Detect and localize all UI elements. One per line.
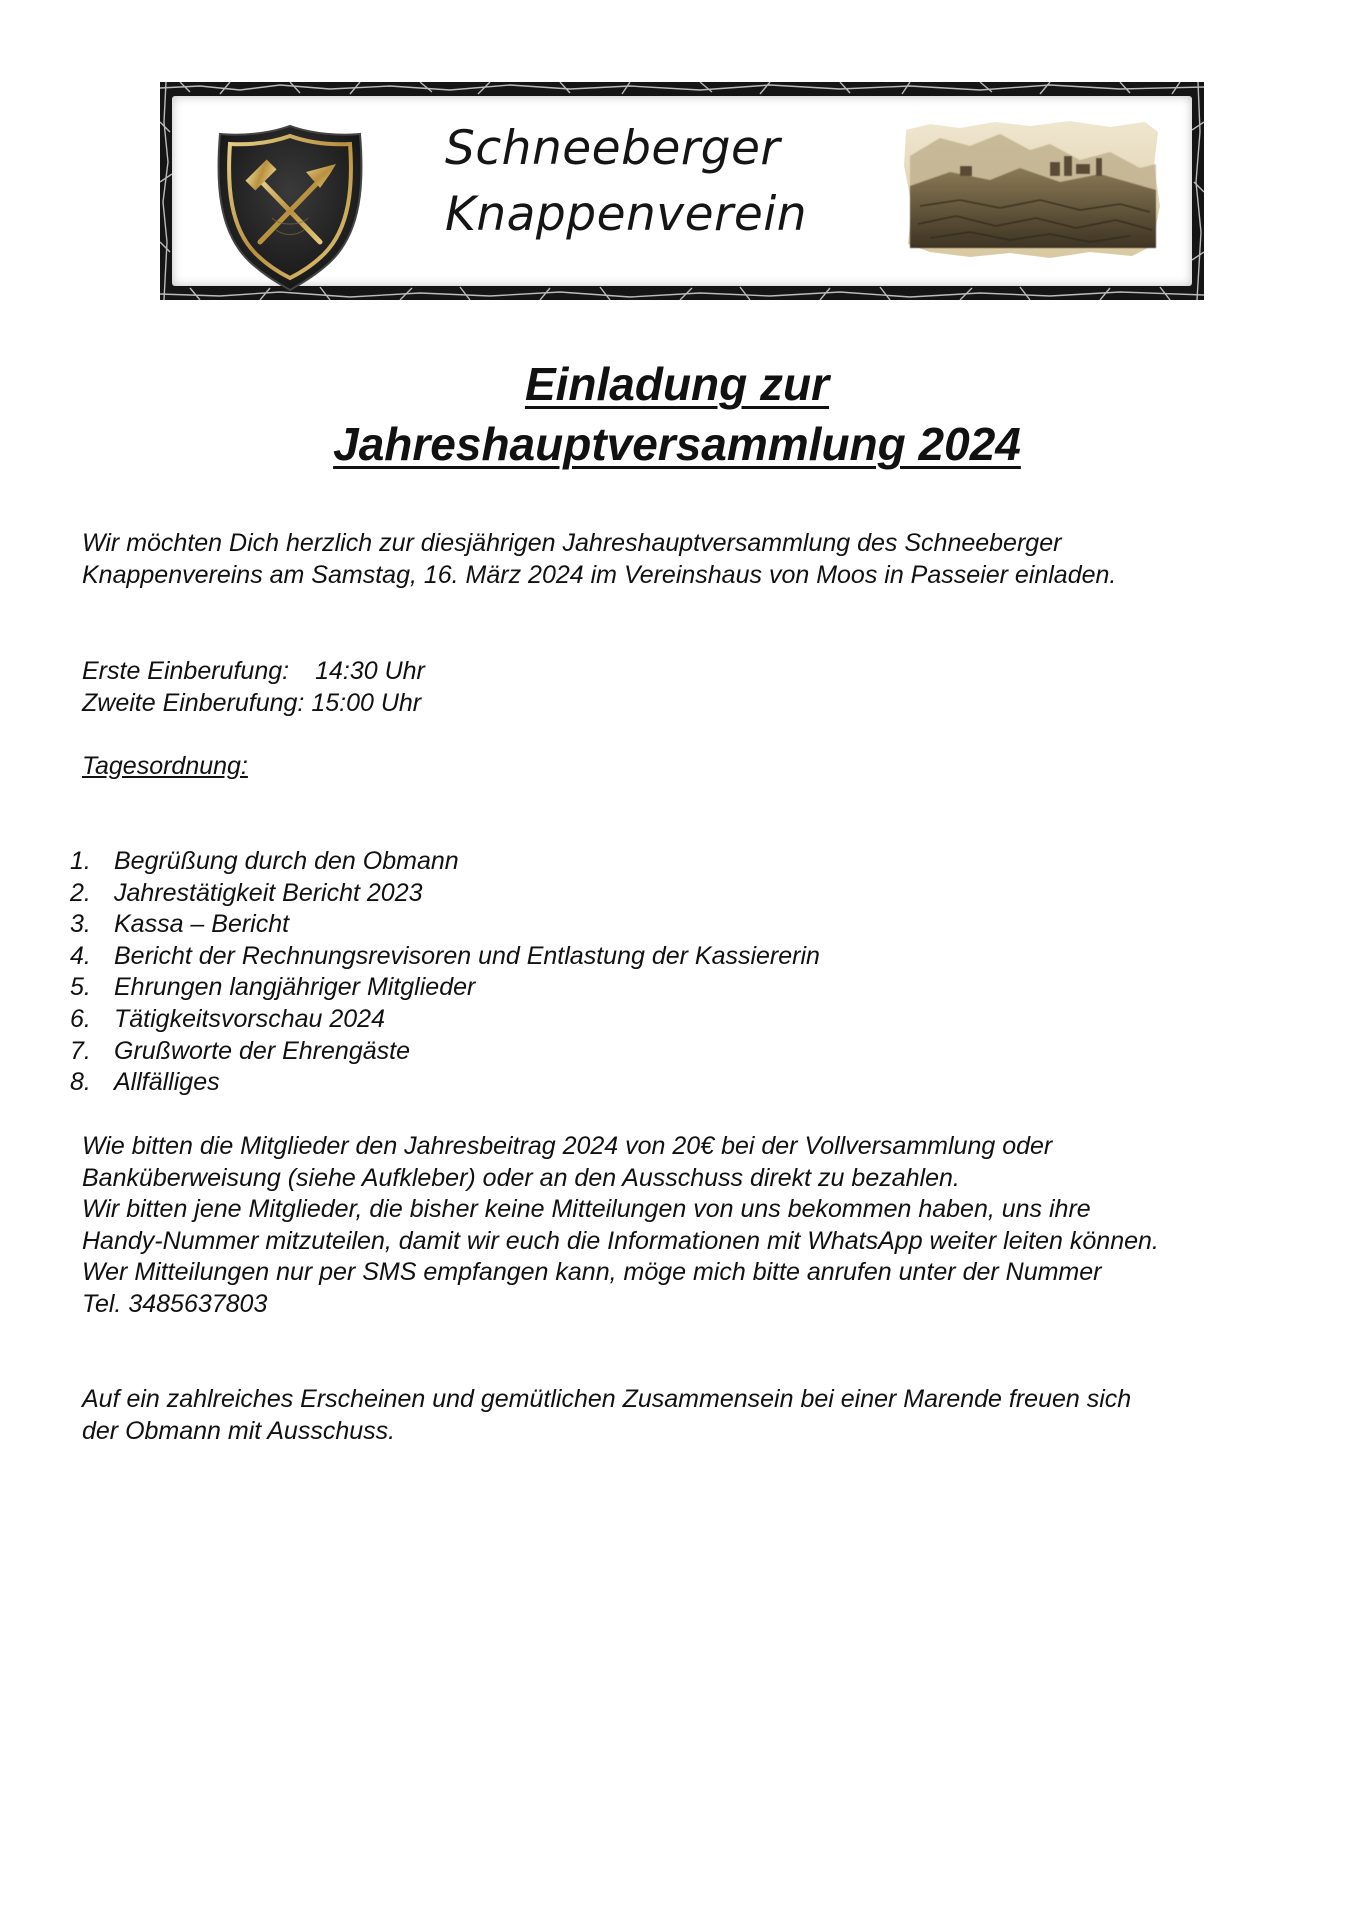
agenda-item xyxy=(70,846,820,878)
banner-title-line2: Knappenverein xyxy=(445,187,808,242)
fees-line4: Handy-Nummer mitzuteilen, damit wir euch die Informationen mit WhatsApp weiter leiten können. xyxy=(82,1226,1159,1255)
phone-number: Tel. 3485637803 xyxy=(82,1289,268,1318)
agenda-item-number: 1. xyxy=(70,847,91,875)
agenda-item xyxy=(70,1004,820,1036)
meeting-times xyxy=(82,656,1282,719)
heading-line2: Jahreshauptversammlung 2024 xyxy=(333,418,1021,470)
agenda-item-text: Jahrestätigkeit Bericht 2023 xyxy=(114,878,423,907)
agenda-item xyxy=(70,909,820,941)
first-call-row xyxy=(82,656,1282,688)
agenda-item xyxy=(70,1036,820,1068)
intro-line2: Knappenvereins am Samstag, 16. März 2024 im Vereinshaus von Moos in Passeier einladen. xyxy=(82,560,1117,589)
membership-fee-paragraph xyxy=(82,1131,1282,1320)
agenda-list xyxy=(70,846,820,1099)
closing-paragraph xyxy=(82,1384,1282,1447)
second-call-time: 15:00 Uhr xyxy=(311,688,422,717)
agenda-item-number: 4. xyxy=(70,941,91,970)
agenda-item-text: Bericht der Rechnungsrevisoren und Entlastung der Kassiererin xyxy=(114,941,820,970)
invitation-heading xyxy=(0,354,1354,474)
agenda-item-number: 3. xyxy=(70,910,91,939)
header-banner xyxy=(160,82,1204,300)
agenda-item xyxy=(70,1067,820,1099)
agenda-item-text: Begrüßung durch den Obmann xyxy=(114,847,459,875)
second-call-row xyxy=(82,688,1282,720)
intro-line1: Wir möchten Dich herzlich zur diesjährigen Jahreshauptversammlung des Schneeberger xyxy=(82,529,1062,557)
agenda-item-text: Kassa – Bericht xyxy=(114,910,290,939)
agenda-item-text: Grußworte der Ehrengäste xyxy=(114,1036,410,1065)
banner-title-line1: Schneeberger xyxy=(445,121,781,176)
agenda-item-text: Allfälliges xyxy=(114,1068,220,1097)
first-call-label: Erste Einberufung: xyxy=(82,657,290,685)
agenda-item xyxy=(70,878,820,910)
fees-line2: Banküberweisung (siehe Aufkleber) oder an den Ausschuss direkt zu bezahlen. xyxy=(82,1163,960,1192)
fees-line5: Wer Mitteilungen nur per SMS empfangen kann, möge mich bitte anrufen unter der Nummer xyxy=(82,1258,1102,1286)
agenda-item xyxy=(70,972,820,1004)
fees-line3: Wir bitten jene Mitglieder, die bisher keine Mitteilungen von uns bekommen haben, uns ihre xyxy=(82,1195,1091,1223)
agenda-item-number: 8. xyxy=(70,1068,91,1097)
closing-line1: Auf ein zahlreiches Erscheinen und gemütlichen Zusammensein bei einer Marende freuen sich xyxy=(82,1385,1132,1413)
agenda-label: Tagesordnung: xyxy=(82,752,248,780)
first-call-time: 14:30 Uhr xyxy=(315,657,425,685)
second-call-label: Zweite Einberufung: xyxy=(82,688,305,717)
intro-paragraph xyxy=(82,528,1282,591)
agenda-item-number: 2. xyxy=(70,878,91,907)
fees-line1: Wie bitten die Mitglieder den Jahresbeitrag 2024 von 20€ bei der Vollversammlung oder xyxy=(82,1132,1053,1160)
heading-line1: Einladung zur xyxy=(524,358,830,410)
association-name xyxy=(275,116,865,248)
agenda-item xyxy=(70,941,820,973)
historic-mine-photo xyxy=(900,116,1162,262)
closing-line2: der Obmann mit Ausschuss. xyxy=(82,1416,396,1445)
agenda-item-number: 7. xyxy=(70,1036,91,1065)
agenda-item-text: Tätigkeitsvorschau 2024 xyxy=(114,1004,385,1033)
agenda-item-number: 5. xyxy=(70,973,91,1002)
agenda-item-number: 6. xyxy=(70,1004,91,1033)
agenda-item-text: Ehrungen langjähriger Mitglieder xyxy=(114,973,476,1002)
